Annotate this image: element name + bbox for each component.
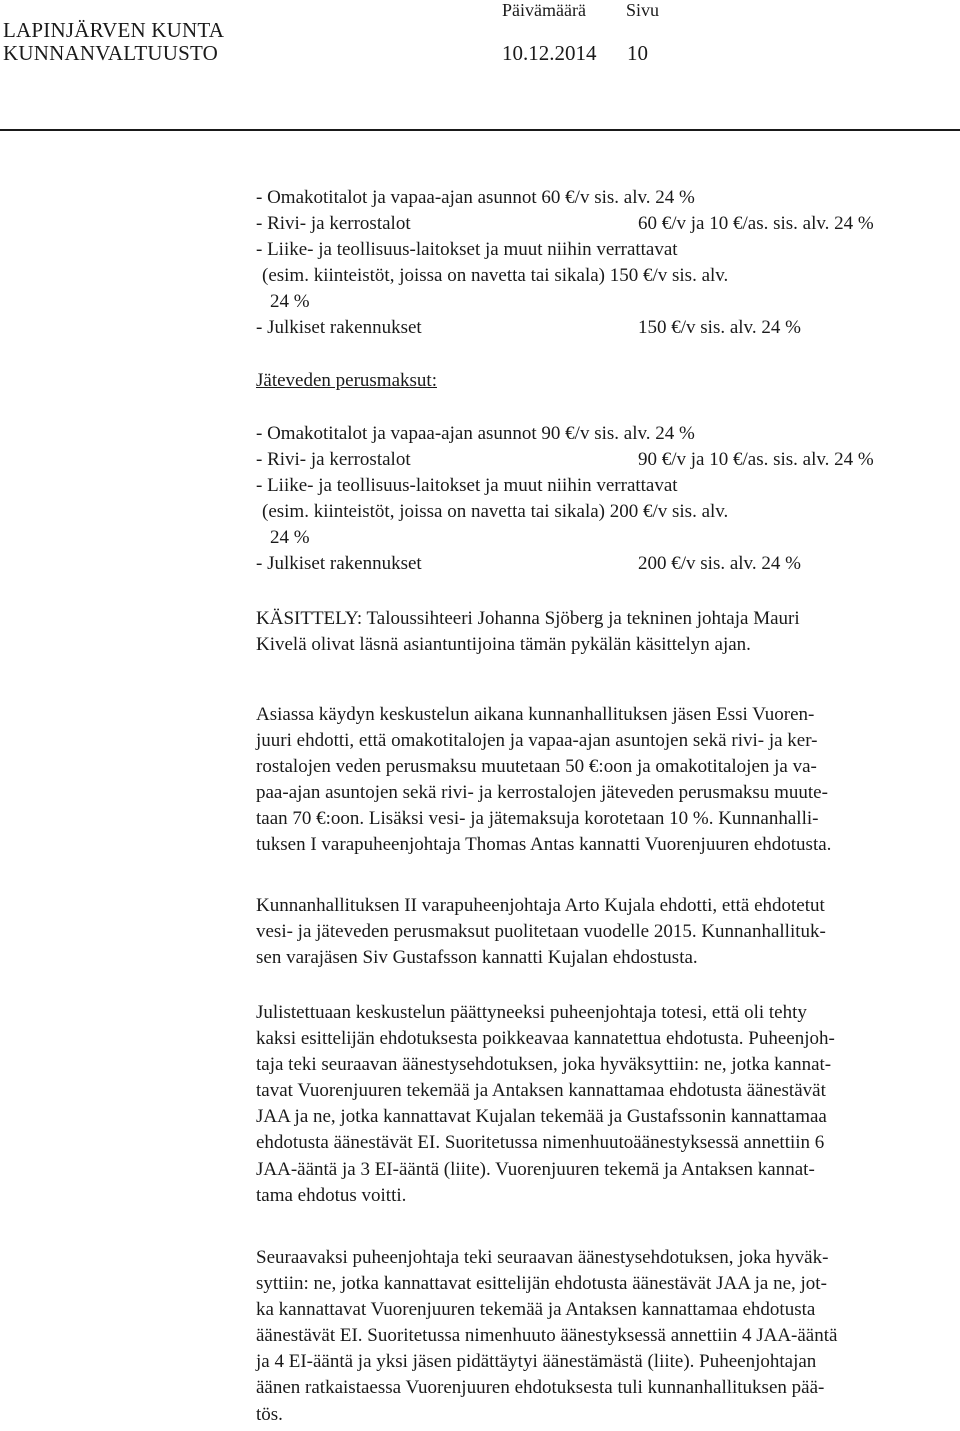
paragraph-line: paa-ajan asuntojen sekä rivi- ja kerrostalojen jäteveden perusmaksu muute- <box>256 782 828 804</box>
waste-fee-item: - Omakotitalot ja vapaa-ajan asunnot 90 €/v sis. alv. 24 % <box>256 423 695 444</box>
waste-fee-item: 24 % <box>270 527 310 548</box>
paragraph-line: Seuraavaksi puheenjohtaja teki seuraavan äänestysehdotuksen, joka hyväk- <box>256 1247 829 1268</box>
water-fee-amount: 60 €/v ja 10 €/as. sis. alv. 24 % <box>638 213 874 234</box>
paragraph-proposal <box>256 893 946 971</box>
paragraph-second-vote <box>256 1245 946 1428</box>
paragraph-line: tama ehdotus voitti. <box>256 1184 407 1206</box>
paragraph-line: äänestävät EI. Suoritetussa nimenhuuto äänestyksessä annettiin 4 JAA-ääntä <box>256 1325 838 1347</box>
paragraph-line: taja teki seuraavan äänestysehdotuksen, joka hyväksyttiin: ne, jotka kannat- <box>256 1054 832 1076</box>
organization-name: LAPINJÄRVEN KUNTA <box>3 18 225 42</box>
paragraph-kasittely <box>256 606 946 658</box>
paragraph-line: ehdotusta äänestävät EI. Suoritetussa nimenhuutoäänestyksessä annettiin 6 <box>256 1132 825 1154</box>
paragraph-line: Kivelä olivat läsnä asiantuntijoina tämän pykälän käsittelyn ajan. <box>256 634 751 656</box>
paragraph-line: kaksi esittelijän ehdotuksesta poikkeavaa kannatettua ehdotusta. Puheenjoh- <box>256 1028 835 1050</box>
paragraph-line: tös. <box>256 1403 283 1425</box>
paragraph-line: ja 4 EI-ääntä ja yksi jäsen pidättäytyi äänestämästä (liite). Puheenjohtajan <box>256 1351 817 1373</box>
paragraph-line: tuksen I varapuheenjohtaja Thomas Antas kannatti Vuorenjuuren ehdotusta. <box>256 834 832 856</box>
paragraph-line: KÄSITTELY: Taloussihteeri Johanna Sjöberg ja tekninen johtaja Mauri <box>256 608 800 629</box>
date-value: 10.12.2014 <box>502 41 597 65</box>
waste-fee-item: - Rivi- ja kerrostalot 90 €/v ja 10 €/as. sis. alv. 24 % <box>256 447 411 473</box>
paragraph-line: Asiassa käydyn keskustelun aikana kunnanhallituksen jäsen Essi Vuoren- <box>256 704 815 725</box>
waste-fee-item: - Julkiset rakennukset 200 €/v sis. alv. 24 % <box>256 551 422 577</box>
paragraph-discussion <box>256 702 946 859</box>
paragraph-line: ka kannattavat Vuorenjuuren tekemää ja Antaksen kannattamaa ehdotusta <box>256 1299 816 1321</box>
paragraph-line: sen varajäsen Siv Gustafsson kannatti Kujalan ehdostusta. <box>256 947 698 969</box>
water-fee-item: - Rivi- ja kerrostalot 60 €/v ja 10 €/as. sis. alv. 24 % <box>256 211 411 237</box>
paragraph-line: Julistettuaan keskustelun päättyneeksi puheenjohtaja totesi, että oli tehty <box>256 1002 807 1023</box>
waste-fee-amount: 200 €/v sis. alv. 24 % <box>638 553 801 574</box>
water-fee-item: (esim. kiinteistöt, joissa on navetta tai sikala) 150 €/v sis. alv. <box>262 265 729 286</box>
waste-fee-item: (esim. kiinteistöt, joissa on navetta tai sikala) 200 €/v sis. alv. <box>262 501 729 522</box>
paragraph-line: JAA-ääntä ja 3 EI-ääntä (liite). Vuorenjuuren tekemä ja Antaksen kannat- <box>256 1158 815 1180</box>
water-fee-item: - Julkiset rakennukset 150 €/v sis. alv. 24 % <box>256 315 422 341</box>
water-fee-item: - Omakotitalot ja vapaa-ajan asunnot 60 €/v sis. alv. 24 % <box>256 187 695 208</box>
paragraph-line: tavat Vuorenjuuren tekemää ja Antaksen kannattamaa ehdotusta äänestävät <box>256 1080 826 1102</box>
header-divider <box>0 129 960 131</box>
paragraph-line: vesi- ja jäteveden perusmaksut puolitetaan vuodelle 2015. Kunnanhallituk- <box>256 921 826 943</box>
organization-body: KUNNANVALTUUSTO <box>3 41 218 65</box>
date-label: Päivämäärä <box>502 0 586 20</box>
page-number: 10 <box>627 41 648 65</box>
waste-fee-item: - Liike- ja teollisuus-laitokset ja muut niihin verrattavat <box>256 475 678 496</box>
paragraph-line: juuri ehdotti, että omakotitalojen ja vapaa-ajan asuntojen sekä rivi- ja ker- <box>256 730 818 752</box>
paragraph-line: taan 70 €:oon. Lisäksi vesi- ja jätemaksuja korotetaan 10 %. Kunnanhalli- <box>256 808 819 830</box>
paragraph-line: Kunnanhallituksen II varapuheenjohtaja Arto Kujala ehdotti, että ehdotetut <box>256 895 825 916</box>
water-fee-item: - Liike- ja teollisuus-laitokset ja muut niihin verrattavat <box>256 239 678 260</box>
paragraph-first-vote <box>256 1000 946 1209</box>
paragraph-line: JAA ja ne, jotka kannattavat Kujalan tekemää ja Gustafssonin kannattamaa <box>256 1106 827 1128</box>
waste-fee-amount: 90 €/v ja 10 €/as. sis. alv. 24 % <box>638 449 874 470</box>
paragraph-line: syttiin: ne, jotka kannattavat esittelijän ehdotusta äänestävät JAA ja ne, jot- <box>256 1273 827 1295</box>
paragraph-line: äänen ratkaistaessa Vuorenjuuren ehdotuksesta tuli kunnanhallituksen pää- <box>256 1377 825 1399</box>
water-fee-amount: 150 €/v sis. alv. 24 % <box>638 317 801 338</box>
page-label: Sivu <box>626 0 660 20</box>
waste-fee-heading: Jäteveden perusmaksut: <box>256 370 437 391</box>
water-fee-item: 24 % <box>270 291 310 312</box>
paragraph-line: rostalojen veden perusmaksu muutetaan 50 €:oon ja omakotitalojen ja va- <box>256 756 817 778</box>
